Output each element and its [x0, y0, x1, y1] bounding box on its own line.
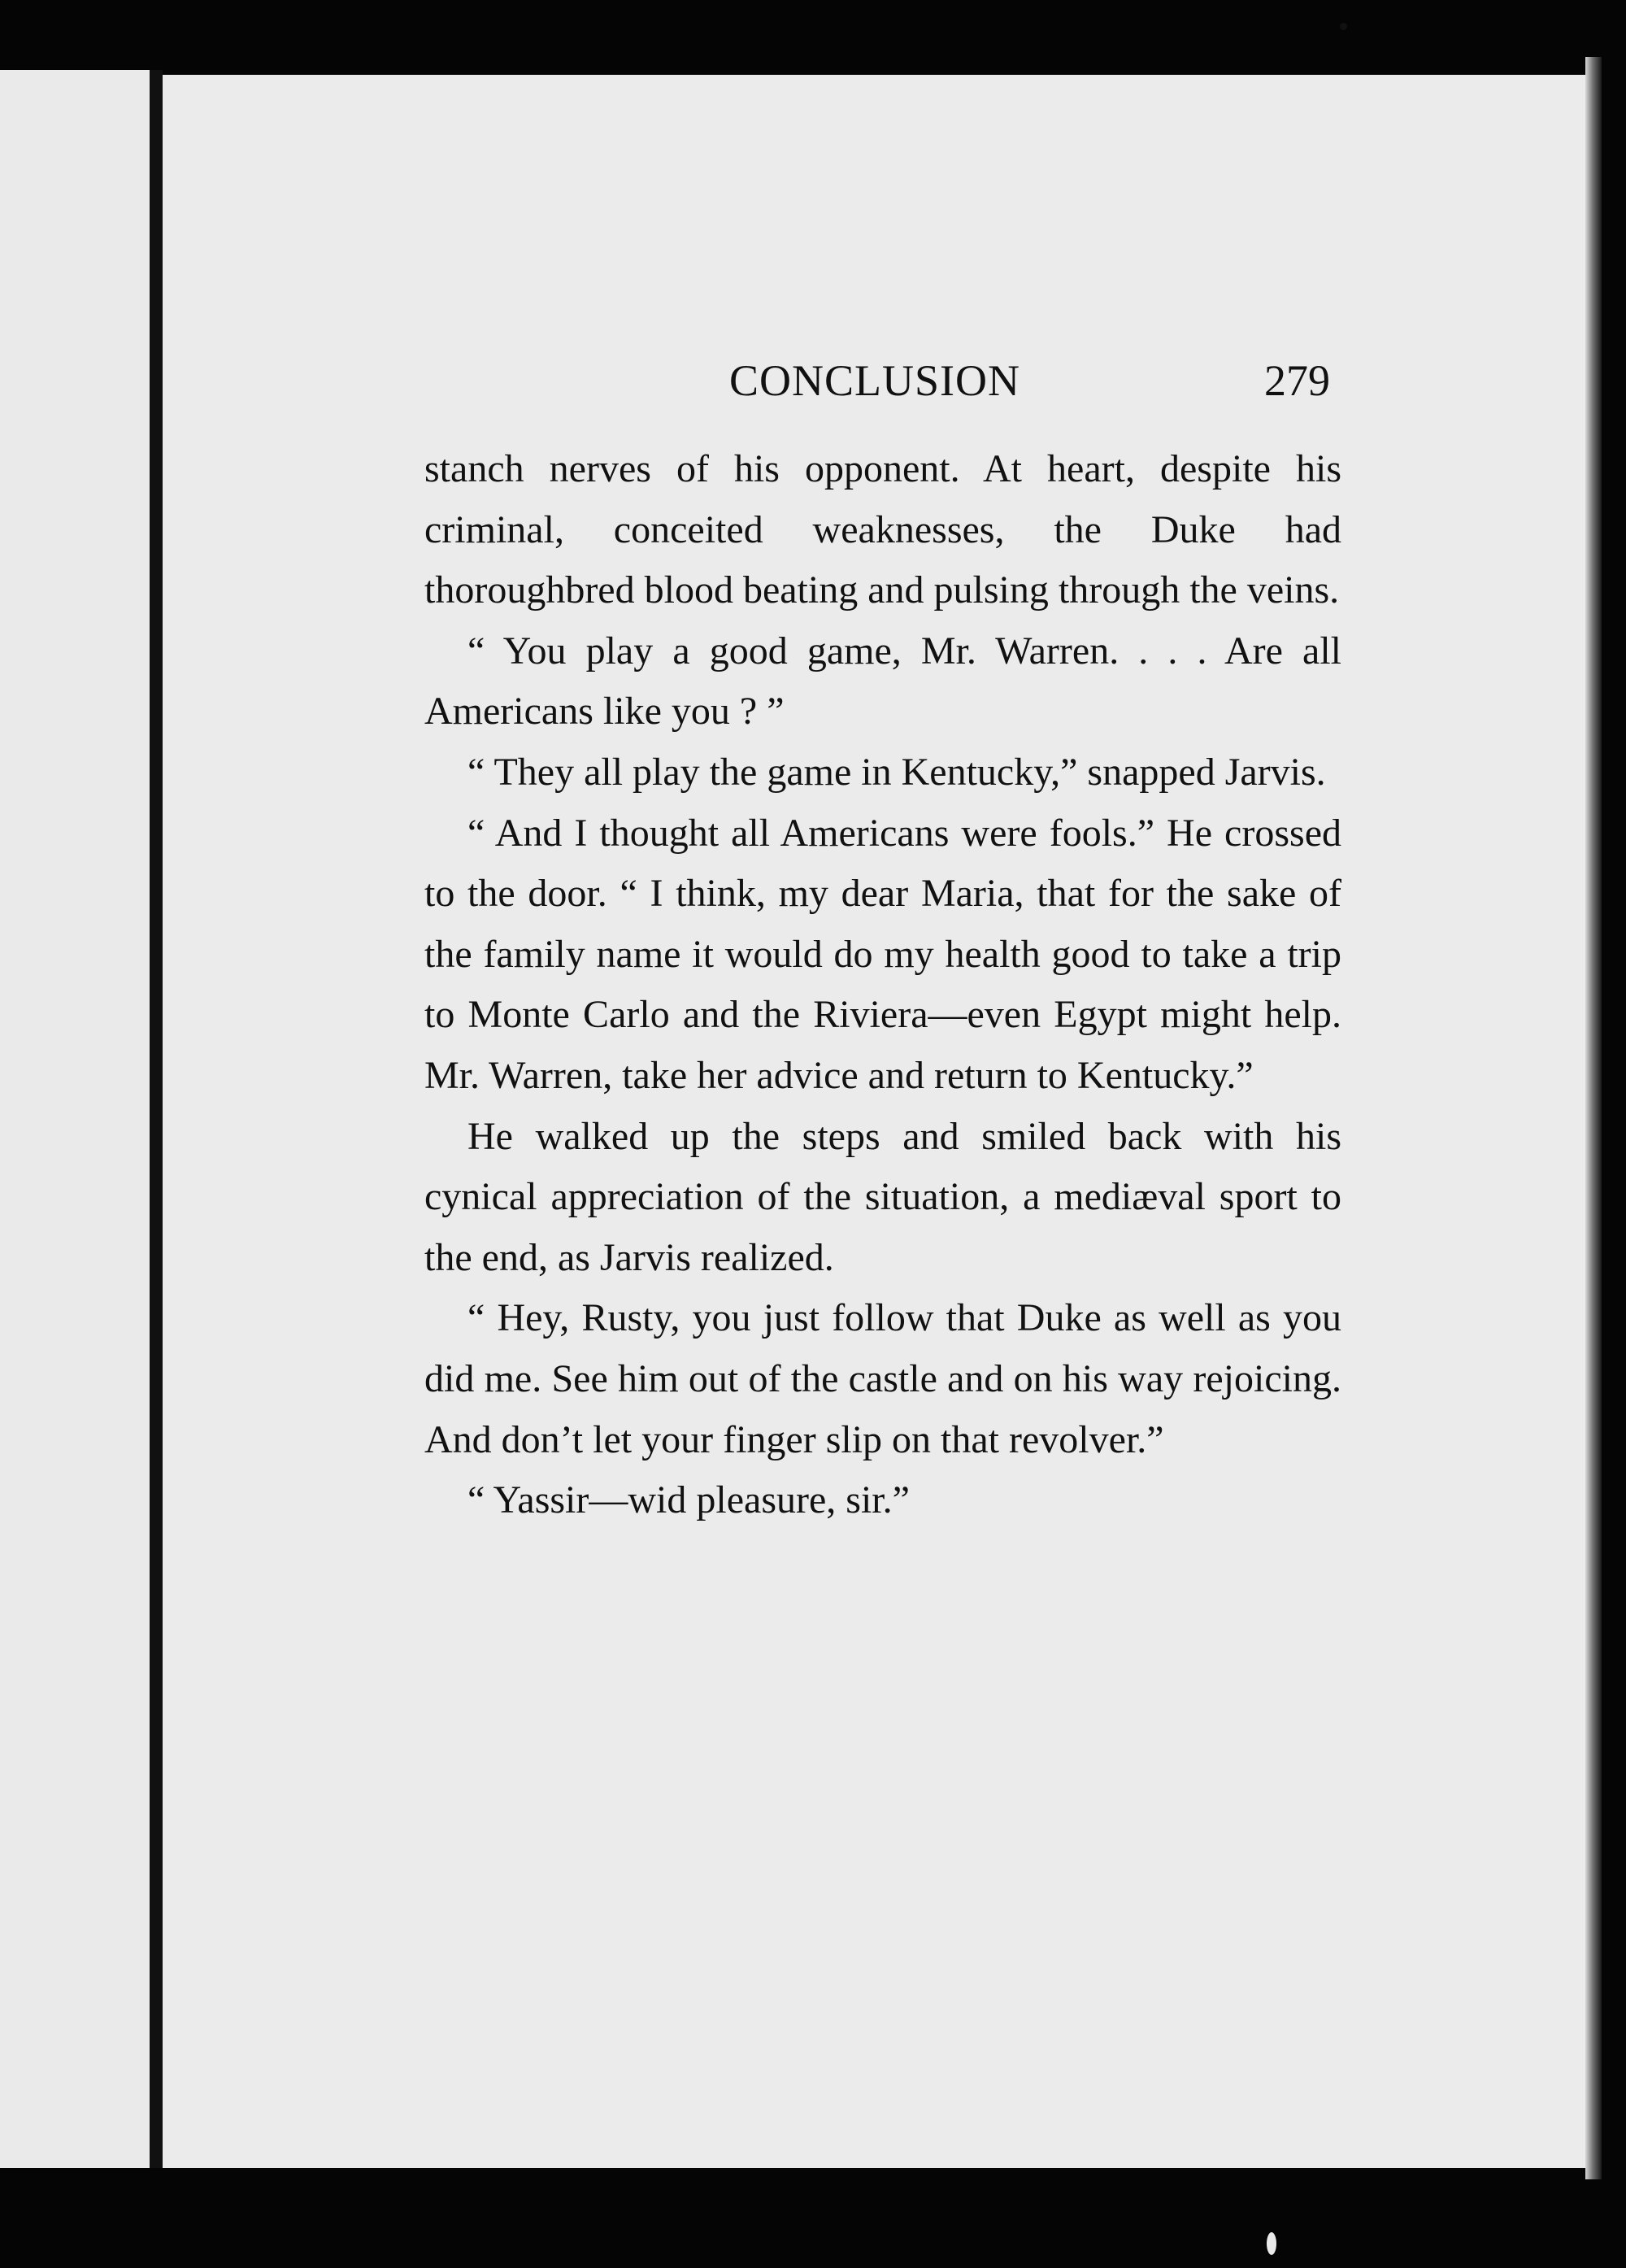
book-page [163, 75, 1585, 2168]
left-page-edge [0, 70, 154, 2168]
running-head: CONCLUSION [729, 356, 1021, 405]
paragraph-5: He walked up the steps and smiled back with his cynical appreciation of the situation, a mediæval sport to the end, as Jarvis realized. [424, 1114, 1341, 1279]
paragraph-6: “ Hey, Rusty, you just follow that Duke as well as you did me. See him out of the castle and on his way rejoicing. And don’t let your finger slip on that revolver.” [424, 1296, 1341, 1461]
paragraph-4: “ And I thought all Americans were fools.” He crossed to the door. “ I think, my dear Maria, that for the sake of the family name it would do my health good to take a trip to Monte Carlo and the Riviera—even Egypt might help. Mr. Warren, take her advice and return to Kentucky.” [424, 811, 1341, 1097]
book-gutter [150, 70, 163, 2168]
paragraph-1: stanch nerves of his opponent. At heart, despite his criminal, conceited weaknesses, the Duke had thoroughbred blood beating and pulsing through the veins. [424, 447, 1341, 612]
paragraph-2: “ You play a good game, Mr. Warren. . . . Are all Americans like you ? ” [424, 629, 1341, 734]
page-header [163, 355, 1585, 412]
scan-speck-top [1340, 23, 1347, 30]
page-number: 279 [1264, 356, 1330, 405]
paragraph-7: “ Yassir—wid pleasure, sir.” [467, 1478, 910, 1522]
scan-speck-bottom [1267, 2232, 1276, 2255]
paragraph-3: “ They all play the game in Kentucky,” snapped Jarvis. [467, 750, 1326, 794]
body-text [424, 439, 1341, 1531]
page-edge-shadow [1585, 57, 1602, 2179]
